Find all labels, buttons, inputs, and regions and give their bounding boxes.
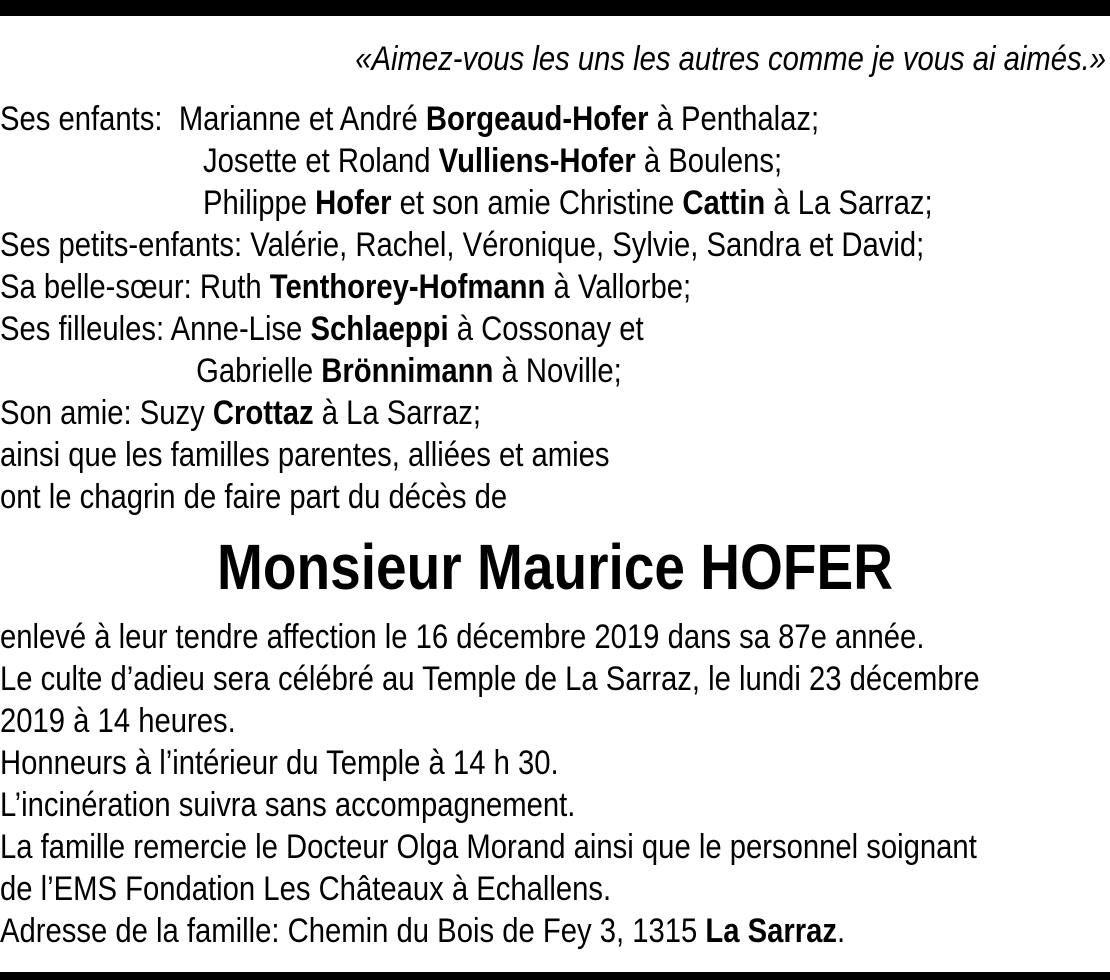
goddaughters-line-2 [0,350,955,392]
epigraph-quote: «Aimez-vous les uns les autres comme je vous ai aimés.» [355,40,1106,78]
address-line [0,910,955,952]
bottom-rule [0,972,1110,980]
funeral-details [0,616,1110,952]
sister-name: Tenthorey-Hofmann [269,268,546,306]
deceased-name-heading: Monsieur Maurice HOFER [217,531,893,603]
goddaughter1-text: Ses filleules: Anne-Lise [0,310,311,348]
child2-text: Josette et Roland [202,142,439,180]
children-line-3 [0,182,955,224]
details-line-2: Le culte d’adieu sera célébré au Temple de La Sarraz, le lundi 23 décembre [0,660,980,698]
sister-place: à Vallorbe; [545,268,692,306]
address-text: Adresse de la famille: Chemin du Bois de Fey 3, 1315 [0,912,706,950]
details-line-5: L’incinération suivra sans accompagnement. [0,786,576,824]
announcement-line: ont le chagrin de faire part du décès de [0,478,508,516]
family-list [0,98,1110,518]
child3-text: Philippe [202,184,316,222]
child1-text: Marianne et André [178,100,426,138]
goddaughter1-name: Schlaeppi [310,310,449,348]
child3-partner-name: Cattin [682,184,766,222]
child1-name: Borgeaud-Hofer [425,100,649,138]
details-line-1: enlevé à leur tendre affection le 16 décembre 2019 dans sa 87e année. [0,618,925,656]
families-line: ainsi que les familles parentes, alliées et amies [0,436,610,474]
child3-name: Hofer [315,184,392,222]
friend-text: Son amie: Suzy [0,394,213,432]
address-town: La Sarraz [705,912,838,950]
goddaughter2-text: Gabrielle [196,352,322,390]
child2-place: à Boulens; [635,142,783,180]
friend-place: à La Sarraz; [313,394,482,432]
details-line-6: La famille remercie le Docteur Olga Morand ainsi que le personnel soignant [0,828,977,866]
child3-mid: et son amie Christine [391,184,683,222]
friend-line [0,392,955,434]
address-end: . [837,912,846,950]
details-line-4: Honneurs à l’intérieur du Temple à 14 h 30. [0,744,559,782]
grandchildren-line: Ses petits-enfants: Valérie, Rachel, Véronique, Sylvie, Sandra et David; [0,226,925,264]
details-line-3: 2019 à 14 heures. [0,702,236,740]
details-line-7: de l’EMS Fondation Les Châteaux à Echallens. [0,870,612,908]
children-line-1 [0,98,955,140]
goddaughter2-name: Brönnimann [321,352,494,390]
child1-place: à Penthalaz; [648,100,820,138]
goddaughters-line-1 [0,308,955,350]
goddaughter1-place: à Cossonay et [448,310,644,348]
children-line-2 [0,140,955,182]
sister-in-law-line [0,266,955,308]
children-label: Ses enfants: [0,100,163,138]
top-rule [0,0,1110,16]
child2-name: Vulliens-Hofer [438,142,636,180]
goddaughter2-place: à Noville; [493,352,622,390]
friend-name: Crottaz [212,394,314,432]
child3-place: à La Sarraz; [765,184,933,222]
sister-text: Sa belle-sœur: Ruth [0,268,270,306]
